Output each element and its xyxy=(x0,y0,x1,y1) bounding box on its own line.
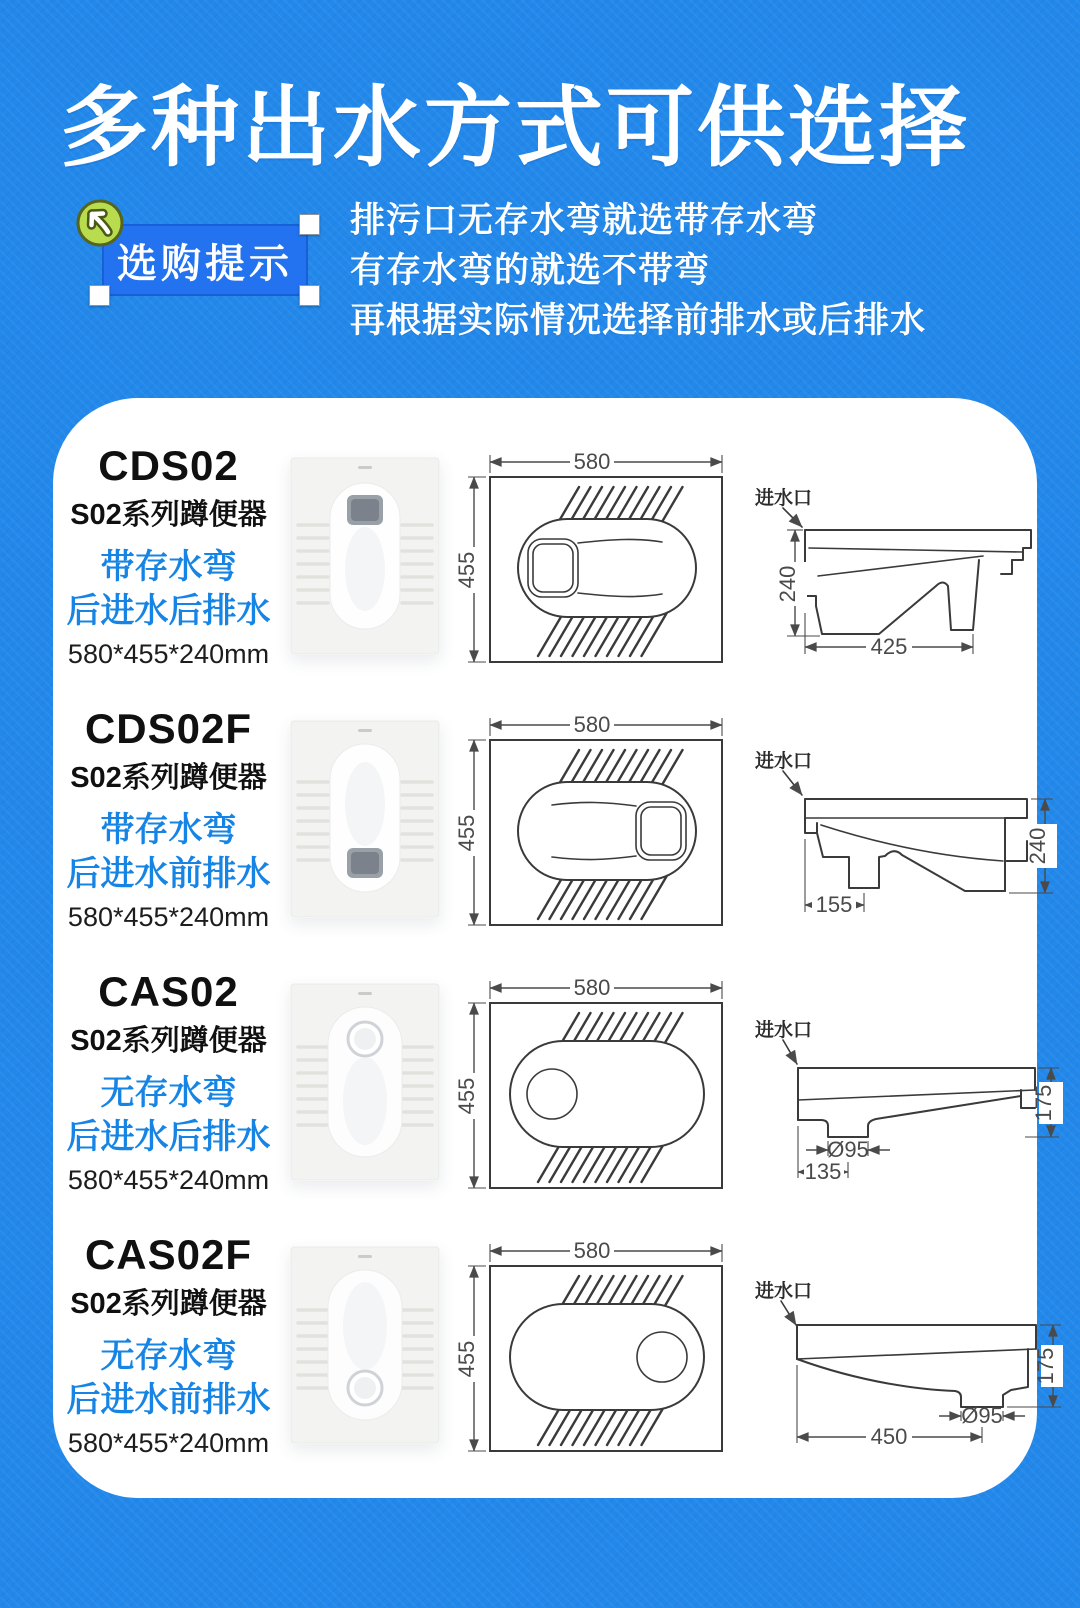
product-model: CAS02 xyxy=(98,967,239,1015)
product-series: S02系列蹲便器 xyxy=(70,761,267,794)
product-features xyxy=(61,808,276,896)
product-row xyxy=(53,687,1050,950)
product-card xyxy=(53,398,1058,1498)
product-info xyxy=(61,442,276,670)
dim-height-label: 240 xyxy=(1025,827,1050,865)
side-view-drawing xyxy=(733,1237,1063,1452)
product-feature-2: 后进水后排水 xyxy=(66,1117,271,1156)
selection-handle-icon xyxy=(299,285,320,306)
dim-height-label: 240 xyxy=(775,565,800,603)
dim-width-label: 580 xyxy=(573,975,611,1000)
product-feature-2: 后进水前排水 xyxy=(66,1380,271,1419)
dim-outlet-label: Ø95 xyxy=(961,1403,1003,1428)
inlet-label: 进水口 xyxy=(755,1020,813,1041)
product-info xyxy=(61,705,276,933)
dim-width-label: 580 xyxy=(573,1238,611,1263)
product-feature-1: 带存水弯 xyxy=(100,547,237,586)
dim-depth-label: 455 xyxy=(454,551,479,589)
top-view-drawing xyxy=(454,706,729,931)
product-size: 580*455*240mm xyxy=(67,1427,270,1458)
dim-depth-label: 455 xyxy=(454,814,479,852)
product-series: S02系列蹲便器 xyxy=(70,498,267,531)
product-series: S02系列蹲便器 xyxy=(70,1287,267,1320)
product-features xyxy=(61,545,276,633)
tip-line: 有存水弯的就选不带弯 xyxy=(350,251,711,290)
product-model: CDS02 xyxy=(98,441,239,489)
dim-height-label: 175 xyxy=(1033,1347,1058,1385)
selection-handle-icon xyxy=(299,214,320,235)
selection-handle-icon xyxy=(89,285,110,306)
product-row xyxy=(53,950,1056,1213)
product-features xyxy=(61,1071,276,1159)
top-view-drawing xyxy=(454,969,729,1194)
tips-list xyxy=(350,196,926,346)
arrow-badge-icon xyxy=(76,199,124,247)
badge-label: 选购提示 xyxy=(117,241,293,286)
product-size: 580*455*240mm xyxy=(67,901,270,932)
product-size: 580*455*240mm xyxy=(67,1164,270,1195)
page-title: 多种出水方式可供选择 xyxy=(60,78,971,177)
product-size: 580*455*240mm xyxy=(67,638,270,669)
product-photo xyxy=(290,983,440,1181)
dim-outlet-label: Ø95 xyxy=(827,1137,869,1162)
side-view-drawing xyxy=(733,711,1063,926)
dim-depth-label: 455 xyxy=(454,1077,479,1115)
product-series: S02系列蹲便器 xyxy=(70,1024,267,1057)
dim-length-label: 425 xyxy=(870,634,908,659)
product-model: CAS02F xyxy=(84,1230,253,1278)
tip-line: 排污口无存水弯就选带存水弯 xyxy=(350,201,819,240)
dim-length-label: 135 xyxy=(804,1159,842,1184)
inlet-label: 进水口 xyxy=(755,751,813,772)
product-model: CDS02F xyxy=(84,704,253,752)
product-feature-1: 无存水弯 xyxy=(100,1073,237,1112)
product-photo xyxy=(290,457,440,655)
product-row xyxy=(53,424,1037,687)
dim-height-label: 175 xyxy=(1031,1084,1056,1122)
dim-length-label: 155 xyxy=(815,892,853,917)
top-view-drawing xyxy=(454,443,729,668)
dim-depth-label: 455 xyxy=(454,1340,479,1378)
product-features xyxy=(61,1334,276,1422)
product-photo xyxy=(290,720,440,918)
product-row xyxy=(53,1213,1058,1476)
tip-line: 再根据实际情况选择前排水或后排水 xyxy=(350,301,927,340)
tip-badge xyxy=(102,224,308,296)
dim-width-label: 580 xyxy=(573,712,611,737)
product-feature-1: 带存水弯 xyxy=(100,810,237,849)
dim-width-label: 580 xyxy=(573,449,611,474)
product-feature-2: 后进水后排水 xyxy=(66,591,271,630)
inlet-label: 进水口 xyxy=(755,488,813,509)
product-info xyxy=(61,968,276,1196)
side-view-drawing xyxy=(733,448,1063,663)
dim-length-label: 450 xyxy=(870,1424,908,1449)
product-feature-2: 后进水前排水 xyxy=(66,854,271,893)
side-view-drawing xyxy=(733,974,1063,1189)
product-feature-1: 无存水弯 xyxy=(100,1336,237,1375)
inlet-label: 进水口 xyxy=(755,1281,813,1302)
top-view-drawing xyxy=(454,1232,729,1457)
product-photo xyxy=(290,1246,440,1444)
product-info xyxy=(61,1231,276,1459)
